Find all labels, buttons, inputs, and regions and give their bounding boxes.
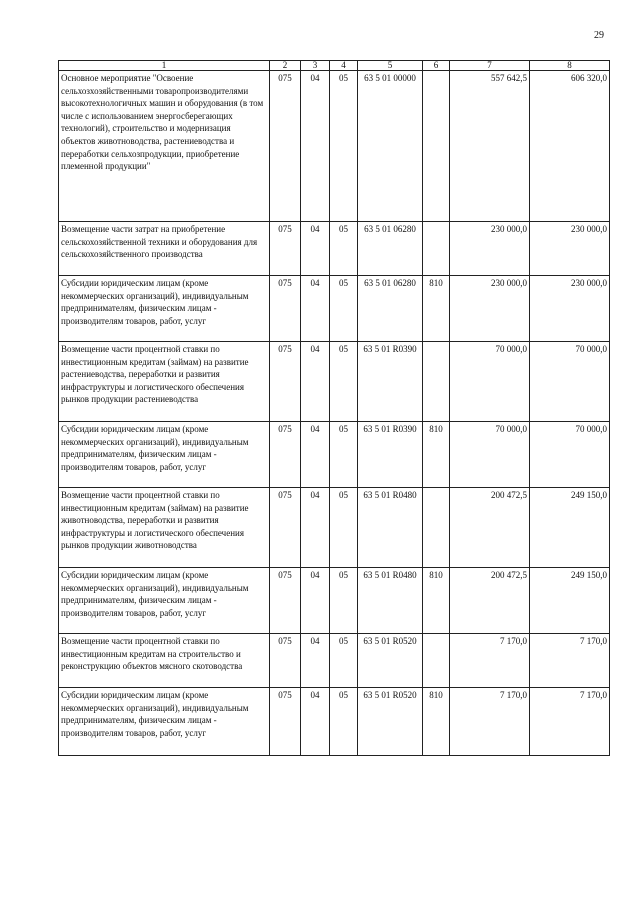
- table-row: [59, 222, 610, 276]
- row-expense-type: 810: [423, 688, 450, 756]
- row-section-code: 04: [301, 688, 330, 756]
- row-amount-year1: 7 170,0: [450, 688, 530, 756]
- col-header-3: 3: [301, 61, 330, 71]
- row-ministry-code: 075: [270, 422, 301, 488]
- row-target-article: 63 5 01 R0390: [358, 422, 423, 488]
- row-ministry-code: 075: [270, 634, 301, 688]
- row-section-code: 04: [301, 71, 330, 222]
- row-amount-year2: 7 170,0: [530, 634, 610, 688]
- row-ministry-code: 075: [270, 688, 301, 756]
- table-row: [59, 488, 610, 568]
- col-header-5: 5: [358, 61, 423, 71]
- row-section-code: 04: [301, 488, 330, 568]
- row-amount-year2: 70 000,0: [530, 342, 610, 422]
- row-subsection-code: 05: [330, 634, 358, 688]
- row-name: Субсидии юридическим лицам (кроме некоммерческих организаций), индивидуальным предпринимателям, физическим лицам - производителям товаров, работ, услуг: [59, 276, 270, 342]
- row-name: Возмещение части процентной ставки по инвестиционным кредитам (займам) на развитие растениеводства, переработки и развития инфраструктуры и логистического обеспечения рынков продукции растениеводства: [59, 342, 270, 422]
- row-amount-year2: 249 150,0: [530, 488, 610, 568]
- table-row: [59, 634, 610, 688]
- row-ministry-code: 075: [270, 276, 301, 342]
- row-ministry-code: 075: [270, 342, 301, 422]
- row-subsection-code: 05: [330, 488, 358, 568]
- col-header-7: 7: [450, 61, 530, 71]
- col-header-4: 4: [330, 61, 358, 71]
- row-expense-type: [423, 342, 450, 422]
- row-amount-year2: 230 000,0: [530, 222, 610, 276]
- row-expense-type: 810: [423, 422, 450, 488]
- row-amount-year1: 200 472,5: [450, 488, 530, 568]
- row-expense-type: [423, 222, 450, 276]
- row-subsection-code: 05: [330, 688, 358, 756]
- row-target-article: 63 5 01 R0520: [358, 634, 423, 688]
- row-target-article: 63 5 01 R0480: [358, 488, 423, 568]
- row-amount-year2: 230 000,0: [530, 276, 610, 342]
- row-name: Возмещение части затрат на приобретение сельскохозяйственной техники и оборудования для сельскохозяйственного производства: [59, 222, 270, 276]
- table-row: [59, 688, 610, 756]
- row-subsection-code: 05: [330, 568, 358, 634]
- row-subsection-code: 05: [330, 422, 358, 488]
- row-target-article: 63 5 01 R0390: [358, 342, 423, 422]
- row-name: Возмещение части процентной ставки по инвестиционным кредитам (займам) на развитие животноводства, переработки и развития инфраструктуры и логистического обеспечения рынков продукции животноводства: [59, 488, 270, 568]
- table-row: [59, 276, 610, 342]
- table-row: [59, 71, 610, 222]
- page-number: 29: [594, 30, 604, 41]
- row-subsection-code: 05: [330, 342, 358, 422]
- row-target-article: 63 5 01 06280: [358, 276, 423, 342]
- row-amount-year2: 7 170,0: [530, 688, 610, 756]
- row-amount-year2: 249 150,0: [530, 568, 610, 634]
- row-target-article: 63 5 01 R0520: [358, 688, 423, 756]
- row-section-code: 04: [301, 422, 330, 488]
- row-name: Субсидии юридическим лицам (кроме некоммерческих организаций), индивидуальным предпринимателям, физическим лицам - производителям товаров, работ, услуг: [59, 688, 270, 756]
- row-amount-year1: 200 472,5: [450, 568, 530, 634]
- budget-table: [58, 60, 610, 756]
- row-expense-type: 810: [423, 276, 450, 342]
- table-row: [59, 568, 610, 634]
- row-amount-year1: 557 642,5: [450, 71, 530, 222]
- row-ministry-code: 075: [270, 71, 301, 222]
- row-amount-year1: 70 000,0: [450, 342, 530, 422]
- col-header-1: 1: [59, 61, 270, 71]
- row-ministry-code: 075: [270, 222, 301, 276]
- row-subsection-code: 05: [330, 222, 358, 276]
- row-subsection-code: 05: [330, 71, 358, 222]
- row-section-code: 04: [301, 568, 330, 634]
- row-name: Возмещение части процентной ставки по инвестиционным кредитам на строительство и реконструкцию объектов мясного скотоводства: [59, 634, 270, 688]
- row-section-code: 04: [301, 222, 330, 276]
- row-name: Основное мероприятие "Освоение сельхозхозяйственными товаропроизводителями высокотехнологичных машин и оборудования (в том числе с использованием энергосберегающих технологий), строительство и модернизация объектов животноводства, растениеводства и переработки сельхозпродукции, приобретение племенной продукции": [59, 71, 270, 222]
- header-row: [59, 61, 610, 71]
- row-amount-year2: 606 320,0: [530, 71, 610, 222]
- row-expense-type: 810: [423, 568, 450, 634]
- row-target-article: 63 5 01 00000: [358, 71, 423, 222]
- row-target-article: 63 5 01 R0480: [358, 568, 423, 634]
- col-header-2: 2: [270, 61, 301, 71]
- row-target-article: 63 5 01 06280: [358, 222, 423, 276]
- row-amount-year1: 70 000,0: [450, 422, 530, 488]
- row-amount-year2: 70 000,0: [530, 422, 610, 488]
- row-amount-year1: 7 170,0: [450, 634, 530, 688]
- row-ministry-code: 075: [270, 488, 301, 568]
- row-expense-type: [423, 634, 450, 688]
- row-ministry-code: 075: [270, 568, 301, 634]
- row-name: Субсидии юридическим лицам (кроме некоммерческих организаций), индивидуальным предпринимателям, физическим лицам - производителям товаров, работ, услуг: [59, 422, 270, 488]
- table-row: [59, 422, 610, 488]
- row-name: Субсидии юридическим лицам (кроме некоммерческих организаций), индивидуальным предпринимателям, физическим лицам - производителям товаров, работ, услуг: [59, 568, 270, 634]
- row-expense-type: [423, 488, 450, 568]
- table-row: [59, 342, 610, 422]
- col-header-8: 8: [530, 61, 610, 71]
- col-header-6: 6: [423, 61, 450, 71]
- row-amount-year1: 230 000,0: [450, 222, 530, 276]
- row-section-code: 04: [301, 634, 330, 688]
- row-amount-year1: 230 000,0: [450, 276, 530, 342]
- row-section-code: 04: [301, 342, 330, 422]
- row-section-code: 04: [301, 276, 330, 342]
- row-expense-type: [423, 71, 450, 222]
- row-subsection-code: 05: [330, 276, 358, 342]
